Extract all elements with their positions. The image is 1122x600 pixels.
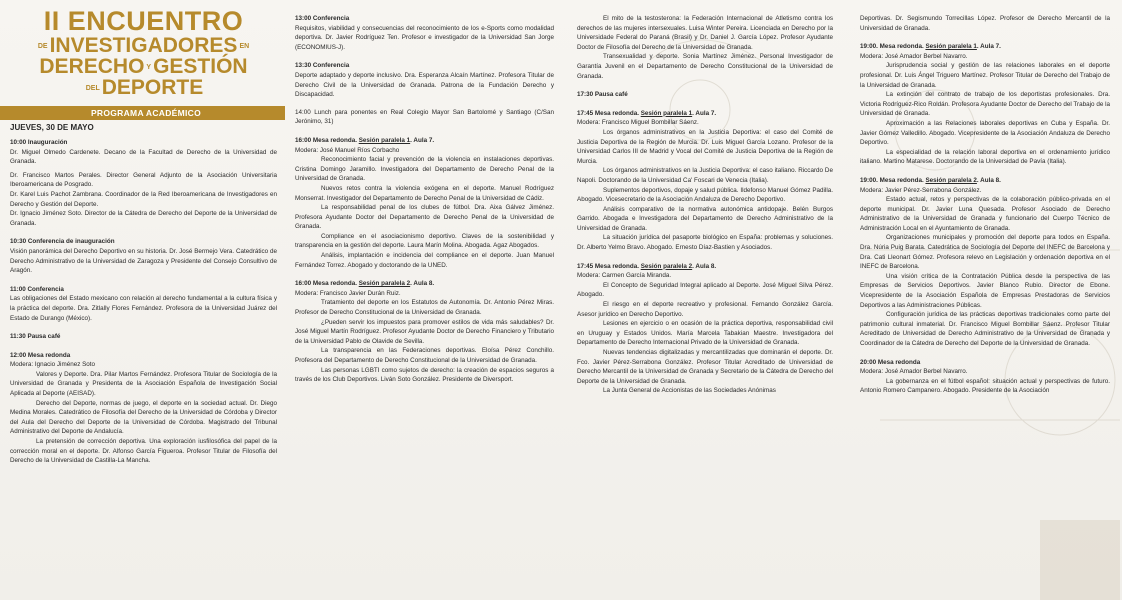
talk-entry: ¿Pueden servir los impuestos para promover estilos de vida más saludables? Dr. José Miguel Martín Rodríguez. Profesor Ayudante Doctor de Derecho Financiero y Tributario de la Universidad Pablo de Olavide de Sevilla. [295,318,554,345]
session-heading: 10:30 Conferencia de inauguración [10,238,115,246]
talk-entry: La pretensión de corrección deportiva. Una exploración iusfilosófica del papel de la corrección moral en el deporte. Dr. Alfonso García Figueroa. Profesor Titular de Filosofía del Derecho de la Universidad de Castilla-La Mancha. [10,438,277,465]
moderator: Modera: Francisco Miguel Bombillar Sáenz. [577,119,699,127]
talk-entry: Deporte adaptado y deporte inclusivo. Dra. Esperanza Alcaín Martínez. Profesora Titular de Derecho Civil de la Universidad de Granada. Patrona de la Fundación Derecho y Discapacidad. [295,71,554,99]
session-heading: 16:00 Mesa redonda. Sesión paralela 2. Aula 8. [295,280,435,288]
session-heading: 12:00 Mesa redonda [10,351,71,359]
session-heading: 17:45 Mesa redonda. Sesión paralela 2. Aula 8. [577,262,717,270]
column-1 [0,0,285,600]
speaker-entry: Dr. Karel Luis Pachot Zambrana. Coordinador de la Red Iberoamericana de Investigadores en Derecho y Gestión del Deporte. [10,190,277,208]
column-2 [287,0,562,600]
talk-entry: La especialidad de la relación laboral deportiva en el ordenamiento jurídico italiano. Martino Matarese. Doctorando de la Universidad de Pavía (Italia). [860,148,1110,166]
session-heading: 11:00 Conferencia [10,285,64,293]
talk-entry: Tratamiento del deporte en los Estatutos de Autonomía. Dr. Antonio Pérez Miras. Profesor de Derecho Constitucional de la Universidad de Granada. [295,299,554,317]
talk-entry: Las personas LGBTI como sujetos de derecho: la creación de espacios seguros a través de los Club Deportivos. Liván Soto González. Presidente de Diversport. [295,366,554,384]
session-heading: 11:30 Pausa café [10,333,61,341]
talk-entry: Los órganos administrativos en la Justicia Deportiva: el caso del Comité de Justicia Deportiva de la Región de Murcia. Dr. Luis Miguel García Lozano. Profesor de la Universidad Carlos III de Madrid y Vocal del Comité de Justicia Deportiva de la Región de Murcia. [577,128,833,165]
talk-entry: Nuevos retos contra la violencia exógena en el deporte. Manuel Rodríguez Monserrat. Investigador del Departamento de Derecho Penal de la Universidad de Cádiz. [295,184,554,202]
talk-entry: Jurisprudencia social y gestión de las relaciones laborales en el deporte profesional. Dr. Luis Ángel Triguero Martínez. Profesor Titular de Derecho del Trabajo de la Universidad de Granada. [860,62,1110,89]
title-line-3: DERECHO YGESTIÓN [39,55,248,78]
moderator: Modera: Carmen García Miranda. [577,272,672,280]
talk-entry: Estado actual, retos y perspectivas de la colaboración público-privada en el deporte municipal. Dr. Javier Luna Quesada. Profesor Asociado de Derecho Administrativo de la Universidad de Granada y funcionario del Cuerpo Técnico de Administración Local en el Ayuntamiento de Granada. [860,196,1110,232]
column-3 [569,0,841,600]
moderator: Modera: José Amador Berbel Navarro. [860,368,968,376]
talk-entry: La extinción del contrato de trabajo de los deportistas profesionales. Dra. Victoria Rodríguez-Rico Roldán. Profesora Ayudante Doctor de Derecho del Trabajo de la Universidad de Granada. [860,91,1110,118]
talk-entry: Derecho del Deporte, normas de juego, el deporte en la sociedad actual. Dr. Diego Medina Morales. Catedrático de Filosofía del Derecho de la Universidad de Córdoba y Director del Aula del Derecho del Deporte de la Universidad de Córdoba. Magistrado del Tribunal Administrativo del Deporte de Andalucía. [10,399,277,436]
talk-entry: Nuevas tendencias digitalizadas y mercantilizadas que dominarán el deporte. Dr. Fco. Javier Pérez-Serrabona González. Profesor Titular Acreditado de Universidad de Derecho Mercantil de la Universidad de Granada y Secretario de la Cátedra de Derecho del Deporte de la Universidad de Granada. [577,349,833,385]
talk-entry: Suplementos deportivos, dopaje y salud pública. Ildefonso Manuel Gómez Padilla. Abogado. Vicesecretario de la Asociación Andaluza de Derecho Deportivo. [577,186,833,204]
talk-entry: Lesiones en ejercicio o en ocasión de la práctica deportiva, responsabilidad civil en Uruguay y Estados Unidos. María Marcela Tabakian Maestre. Investigadora del Departamento de Derecho Internacional Privado de la Universidad de Granada. [577,320,833,347]
session-heading: 13:00 Conferencia [295,15,350,22]
speaker-entry: Dr. Ignacio Jiménez Soto. Director de la Cátedra de Derecho del Deporte de la Universidad de Granada. [10,210,277,227]
program-band: PROGRAMA ACADÉMICO [0,106,285,120]
speaker-entry: Dr. Miguel Olmedo Cardenete. Decano de la Facultad de Derecho de la Universidad de Granada. [10,148,277,166]
talk-entry: Organizaciones municipales y promoción del deporte para todos en España. Dra. Núria Puig Barata. Catedrática de Sociología del Deporte del INEFC de Barcelona y Dra. Cati Lleonart Gómez. Profesora relevo en Legislación y ordenación deportiva en el INEFC de Barcelona. [860,234,1110,271]
talk-entry: El Concepto de Seguridad Integral aplicado al Deporte. José Miguel Silva Pérez. Abogado. [577,281,833,299]
talk-entry: Visión panorámica del Derecho Deportivo en su historia. Dr. José Bermejo Vera. Catedrático de Derecho Administrativo de la Universidad de Zaragoza y Presidente del Consejo Consultivo de Aragón. [10,247,277,275]
talk-entry: Requisitos, viabilidad y consecuencias del reconocimiento de los e-Sports como modalidad deportiva. Dr. Javier Rodríguez Ten. Profesor e investigador de la Universidad San Jorge (ECONOMIUS-J). [295,24,554,51]
session-heading: 19:00. Mesa redonda. Sesión paralela 1. Aula 7. [860,43,1001,51]
talk-entry: Compliance en el asociacionismo deportivo. Claves de la sostenibilidad y transparencia en la gestión del deporte. Laura Marín Molina. Abogada. Agaz Abogados. [295,232,554,250]
session-heading: 13:30 Conferencia [295,62,350,70]
talk-entry: La responsabilidad penal de los clubes de fútbol. Dra. Aixa Gálvez Jiménez. Profesora Ayudante Doctor del Departamento de Derecho Penal de la Universidad de Granada. [295,204,554,231]
title-line-4: DELDEPORTE [85,76,204,99]
talk-entry: Una visión crítica de la Contratación Pública desde la perspectiva de las Empresas de Servicios Deportivos. Javier Blanco Rubio. Director de Ebone. Vicepresidente de la Asociación Española de Empresas Prestadoras de Servicios Deportivos a las Administraciones Públicas. [860,272,1110,309]
talk-entry: Valores y Deporte. Dra. Pilar Martos Fernández. Profesora Titular de Sociología de la Universidad de Granada y Presidenta de la Asociación Española de Investigación Social Aplicada al Deporte (AEISAD). [10,370,277,398]
moderator: Modera: José Manuel Ríos Corbacho [295,146,400,154]
moderator: Modera: Francisco Javier Durán Ruiz. [295,289,401,297]
talk-entry: Deportivas. Dr. Segismundo Torrecillas López. Profesor de Derecho Mercantil de la Universidad de Granada. [860,15,1110,32]
lunch-entry: 14:00 Lunch para ponentes en Real Colegio Mayor San Bartolomé y Santiago (C/San Jerónimo, 31) [295,108,554,126]
session-heading: 20:00 Mesa redonda [860,358,921,366]
event-title [10,8,277,98]
session-heading: 17:45 Mesa redonda. Sesión paralela 1. Aula 7. [577,109,717,117]
day-heading: JUEVES, 30 DE MAYO [10,123,94,132]
talk-entry: La Junta General de Accionistas de las Sociedades Anónimas [603,387,776,395]
speaker-entry: Dr. Francisco Martos Perales. Director General Adjunto de la Asociación Universitaria Iberoamericana de Posgrado. [10,171,277,189]
moderator: Modera: Javier Pérez-Serrabona González. [860,186,982,194]
talk-entry: Configuración jurídica de las prácticas deportivas tradicionales como parte del patrimonio cultural inmaterial. Dr. Francisco Miguel Bombillar Sáenz. Profesor Titular Acreditado de Universidad de Derecho Administrativo de la Universidad de Granada y Coordinador de la Cátedra de Derecho del Deporte de la Universidad de Granada. [860,311,1110,347]
talk-entry: La gobernanza en el fútbol español: situación actual y perspectivas de futuro. Antonio Romero Campanero. Abogado. Presidente de la Asociación [860,377,1110,395]
session-heading: 16:00 Mesa redonda. Sesión paralela 1. Aula 7. [295,136,435,144]
title-line-1: II ENCUENTRO [43,6,244,36]
talk-entry: La situación jurídica del pasaporte biológico en España: problemas y soluciones. Dr. Alberto Yelmo Bravo. Abogado. Ernesto Díaz-Bastien y Asociados. [577,234,833,252]
moderator: Modera: José Amador Berbel Navarro. [860,52,968,60]
talk-entry: Los órganos administrativos en la Justicia Deportiva: el caso italiano. Riccardo De Napoli. Doctorando de la Universidad Ca' Foscari de Venecia (Italia). [577,167,833,184]
session-heading: 10:00 Inauguración [10,139,68,146]
session-heading: 17:30 Pausa café [577,91,628,99]
talk-entry: Las obligaciones del Estado mexicano con relación al derecho fundamental a la cultura física y la práctica del deporte. Dra. Zitlally Flores Fernández. Profesora de la Universidad Juárez del Estado de Durango (México). [10,295,277,322]
talk-entry: Reconocimiento facial y prevención de la violencia en instalaciones deportivas. Cristina Domingo Jaramillo. Investigadora del Departamento de Derecho Penal de la Universidad de Granada. [295,156,554,183]
talk-entry: El mito de la testosterona: la Federación Internacional de Atletismo contra los derechos de las mujeres intersexuales. Luisa Winter Pereira. Licenciada en Derecho por la Universidade Federal do Paraná (Brasil) y Dr. Daniel J. García López. Profesor Ayudante Doctor de Filosofía del Derecho de la Universidad de Granada. [577,15,833,51]
talk-entry: Análisis comparativo de la normativa autonómica antidopaje. Belén Burgos Garrido. Abogada e Investigadora del Departamento de Derecho Administrativo de la Universidad de Granada. [577,205,833,232]
talk-entry: La transparencia en las Federaciones deportivas. Eloísa Pérez Conchillo. Profesora del Departamento de Derecho Constitucional de la Universidad de Granada. [295,347,554,364]
column-4 [852,0,1122,600]
talk-entry: El riesgo en el deporte recreativo y profesional. Fernando González García. Asesor jurídico en Derecho Deportivo. [577,301,833,318]
talk-entry: Aproximación a las Relaciones laborales deportivas en Cuba y España. Dr. Javier Gómez Valledillo. Abogado. Vicepresidente de la Asociación Andaluza de Derecho Deportivo. [860,119,1110,147]
moderator: Modera: Ignacio Jiménez Soto [10,361,96,369]
talk-entry: Análisis, implantación e incidencia del compliance en el deporte. Juan Manuel Fernández Torrez. Abogado y doctorando de la UNED. [295,252,554,269]
title-line-2: DEINVESTIGADORES EN [37,34,250,57]
talk-entry: Transexualidad y deporte. Sonia Martínez Jiménez. Personal Investigador de Garantía Juvenil en el Departamento de Derecho Constitucional de la Universidad de Granada. [577,53,833,80]
session-heading: 19:00. Mesa redonda. Sesión paralela 2. Aula 8. [860,176,1001,184]
